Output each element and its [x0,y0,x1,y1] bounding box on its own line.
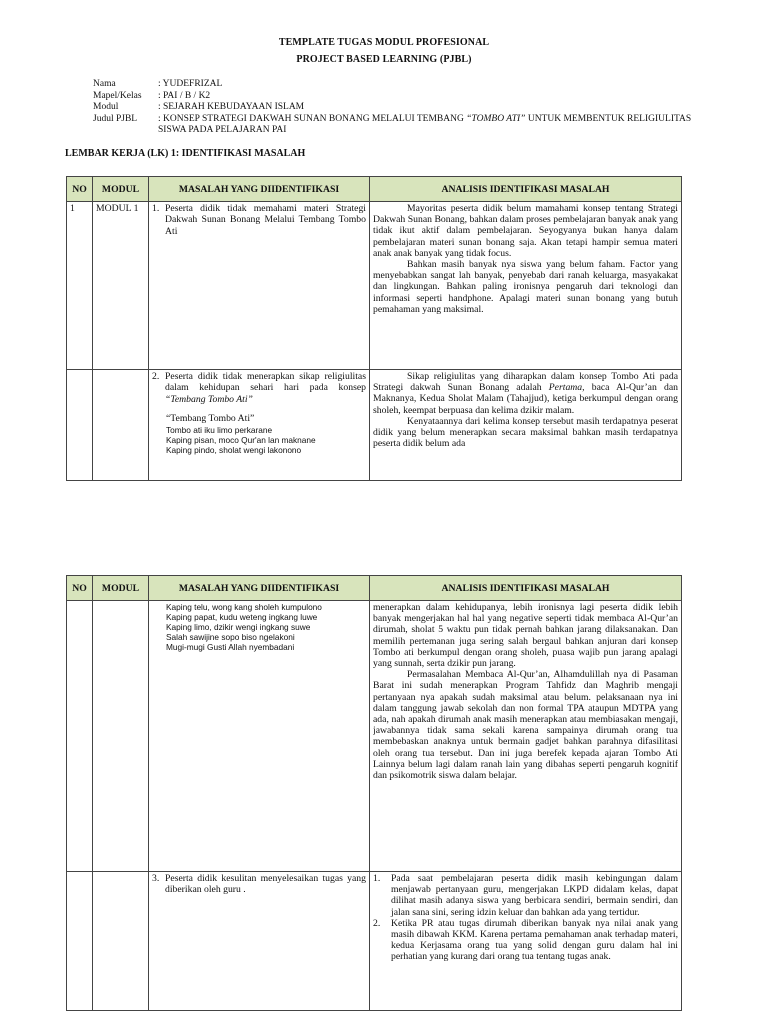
table-row [67,370,682,481]
analysis-paragraph: Kenyataannya dari kelima konsep tersebut masih terdapatnya peserat didik yang belum menerapkan secara maksimal bahkan masih terdapatnya peserta didik belum ada [373,415,678,450]
table-row [67,601,682,872]
cell-masalah [149,601,370,872]
list-item: 1. Pada saat pembelajaran peserta didik masih kebingungan dalam menjawab pertanyaan guru, mengerjakan LKPD didalam kelas, dapat dilihat masih adanya siswa yang berbicara sendiri, bermain sendiri, dan jalan sana sini, sering idzin keluar dan bahkan ada yang tertidur. [373,873,678,918]
analysis-paragraph: menerapkan dalam kehidupanya, lebih ironisnya lagi peserta didik lebih banyak mengerjakan hal hal yang negative seperti tidak membaca Al-Qur’an dirumah, sholat 5 waktu pun tidak pernah bahkan jarang dilaksanakan. Dan memilih pertemanan juga sering salah bergaul bahkan anjuran dari konsep Tombo ati berkumpul dengan orang sholeh, puasa wajib pun jarang apalagi yang sunnah, serta dzikir pun jarang. [373,602,678,670]
document-subtitle: PROJECT BASED LEARNING (PJBL) [296,54,472,65]
meta-value-judul: : KONSEP STRATEGI DAKWAH SUNAN BONANG MELALUI TEMBANG “TOMBO ATI” UNTUK MEMBENTUK RELIGIULITAS SISWA PADA PELAJARAN PAI [158,113,692,135]
meta-row-mapel [93,91,703,103]
table-header-row [67,576,682,601]
header-modul: MODUL [93,576,149,601]
problem-item: 1. Peserta didik tidak memahami materi Strategi Dakwah Sunan Bonang Melalui Tembang Tombo Ati [152,203,366,237]
identity-block [93,79,703,137]
header-no: NO [67,177,93,202]
cell-modul [93,370,149,481]
song-lyrics: Tombo ati iku limo perkarane Kaping pisan, moco Qur'an lan maknane Kaping pindo, sholat wengi lakonono [166,424,316,455]
meta-row-judul [93,114,703,137]
header-analisis: ANALISIS IDENTIFIKASI MASALAH [370,177,682,202]
meta-label: Nama [93,79,116,89]
table-row [67,202,682,370]
cell-no [67,370,93,481]
cell-analisis [370,872,682,1011]
cell-analisis [370,202,682,370]
song-title: “Tembang Tombo Ati” [166,413,255,425]
analysis-paragraph: Bahkan masih banyak nya siswa yang belum faham. Factor yang menyebabkan sangat lah banyak, penyebab dari ranah keluarga, masyakakat dan lingkungan. Bahkan paling ironisnya pengaruh dari teknologi dan informasi seperti handphone. Apalagi materi sunan bonang yang butuh pemahaman yang maksimal. [373,259,678,315]
cell-masalah [149,202,370,370]
cell-no [67,601,93,872]
header-modul: MODUL [93,177,149,202]
analysis-paragraph: Permasalahan Membaca Al-Qur’an, Alhamdulillah nya di Pasaman Barat ini sudah menerapkan Program Tahfidz dan Maghrib mengaji pertanyaan nya apakah sudah maksimal atau belum. pelaksanaan nya ini dalam tanggung jawab sekolah dan non formal TPA ataupun MDTPA yang ada, nah apakah dirumah anak masih menerapkan atau membiasakan mengaji, jawabannya tidak sama sekali karena sampainya dirumah orang tua membebaskan anaknya untuk bermain gadjet bahkan parahnya difasilitasi oleh orang tua tersebut. Dan ini juga berefek kepada ajaran Tombo Ati Lainnya belum lagi dalam ranah lain yang dibahas seperti pengaruh kognitif dan psikomotrik siswa dalam belajar. [373,669,678,782]
cell-analisis [370,370,682,481]
cell-analisis [370,601,682,872]
meta-value: : YUDEFRIZAL [158,79,223,89]
cell-masalah [149,370,370,481]
problem-item: 3. Peserta didik kesulitan menyelesaikan tugas yang diberikan oleh guru . [152,873,366,896]
analysis-paragraph: Sikap religiulitas yang diharapkan dalam konsep Tombo Ati pada Strategi dakwah Sunan Bonang adalah Pertama, baca Al-Qur’an dan Maknanya, Kedua Sholat Malam (Tahajjud), ketiga berkumpul dengan orang sholeh, keempat berpuasa dan kelima dzikir malam. [373,371,678,416]
table-row [67,872,682,1011]
meta-row-modul [93,102,703,114]
meta-label: Judul PJBL [93,113,138,124]
identification-table-part-2 [66,575,682,1011]
meta-row-nama [93,79,703,91]
analysis-paragraph: Mayoritas peserta didik belum mamahami konsep tentang Strategi Dakwah Sunan Bonang, bahkan dalam proses pembelajaran banyak anak yang tidak ikut aktif dalam pembelajaran. Seyogyanya bukan hanya dalam pembelajaran materi sunan bonang saja. Akan tetapi hampir semua materi anak anak banyak yang tidak focus. [373,203,678,259]
cell-no: 1 [67,202,93,370]
cell-no [67,872,93,1011]
header-masalah: MASALAH YANG DIIDENTIFIKASI [149,177,370,202]
document-title: TEMPLATE TUGAS MODUL PROFESIONAL [278,37,490,48]
meta-value: : PAI / B / K2 [158,90,211,101]
table-header-row [67,177,682,202]
cell-modul: MODUL 1 [93,202,149,370]
list-item: 2. Ketika PR atau tugas dirumah diberikan banyak nya nilai anak yang masih dibawah KKM. Karena pertama pemahaman anak terhadap materi, kedua Kerjasama orang tua yang solid dengan guru dalam hal ini perhatian yang kurang dari orang tua tentang tugas anak. [373,917,678,963]
analysis-list [373,873,678,963]
cell-masalah [149,872,370,1011]
header-no: NO [67,576,93,601]
problem-item: 2. Peserta didik tidak menerapkan sikap religiulitas dalam kehidupan sehari hari pada konsep “Tembang Tombo Ati” [152,371,366,405]
header-masalah: MASALAH YANG DIIDENTIFIKASI [149,576,370,601]
meta-label: Mapel/Kelas [93,90,142,101]
meta-value: : SEJARAH KEBUDAYAAN ISLAM [158,102,305,112]
identification-table-part-1 [66,176,682,481]
worksheet-title: LEMBAR KERJA (LK) 1: IDENTIFIKASI MASALAH [65,148,306,159]
meta-label: Modul [93,102,119,112]
cell-modul [93,601,149,872]
header-analisis: ANALISIS IDENTIFIKASI MASALAH [370,576,682,601]
cell-modul [93,872,149,1011]
song-lyrics: Kaping telu, wong kang sholeh kumpulono Kaping papat, kudu weteng ingkang luwe Kaping limo, dzikir wengi ingkang suwe Salah sawijine sopo biso ngelakoni Mugi-mugi Gusti Allah nyembadani [166,602,322,652]
